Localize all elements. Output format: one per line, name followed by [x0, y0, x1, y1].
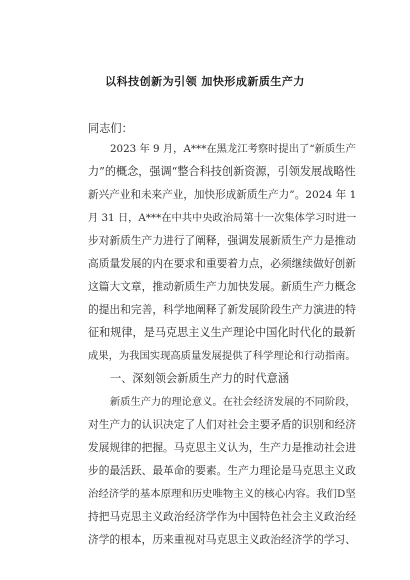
- paragraph-line: 征和规律，是马克思主义生产理论中国化时代化的最新: [88, 326, 356, 339]
- document-body: [88, 120, 356, 560]
- paragraph-line: 对生产力的认识决定了人们对社会主要矛盾的识别和经济: [88, 418, 356, 431]
- section-heading: 一、深刻领会新质生产力的时代意涵: [110, 372, 290, 385]
- paragraph-line: 成果，为我国实现高质量发展提供了科学理论和行动指南。: [88, 350, 356, 362]
- paragraph-line: 发展规律的把握。马克思主义认为，生产力是推动社会进: [88, 441, 356, 454]
- document-title: 以科技创新为引领 加快形成新质生产力: [105, 75, 305, 88]
- paragraph-line: 力”的概念，强调“整合科技创新资源，引领发展战略性: [88, 165, 356, 178]
- paragraph-line: 高质量发展的内在要求和重要着力点，必须继续做好创新: [88, 257, 356, 270]
- paragraph-line: 2023 年 9 月，A***在黑龙江考察时提出了“新质生产: [110, 143, 356, 155]
- paragraph-line: 持把马克思主义政治经济学作为中国特色社会主义政治经: [88, 510, 356, 523]
- paragraph-line: 这篇大文章，推动新质生产力加快发展。新质生产力概念: [88, 280, 356, 293]
- paragraph-line: 济学的根本，历来重视对马克思主义政治经济学的学习、: [88, 533, 356, 546]
- paragraph-line: 新兴产业和未来产业，加快形成新质生产力”。2024 年 1: [88, 189, 357, 201]
- paragraph-line: 步的最活跃、最革命的要素。生产力理论是马克思主义政: [88, 464, 356, 477]
- salutation: 同志们：: [88, 122, 133, 135]
- paragraph-line: 新质生产力的理论意义。在社会经济发展的不同阶段，: [110, 396, 356, 408]
- paragraph-line: 步对新质生产力进行了阐释，强调发展新质生产力是推动: [88, 234, 356, 247]
- paragraph-line: 的提出和完善，科学地阐释了新发展阶段生产力演进的特: [88, 303, 356, 316]
- paragraph-line: 治经济学的基本原理和历史唯物主义的核心内容。我们D坚: [88, 488, 356, 500]
- paragraph-line: 月 31 日，A***在中共中央政治局第十一次集体学习时进一: [88, 212, 357, 224]
